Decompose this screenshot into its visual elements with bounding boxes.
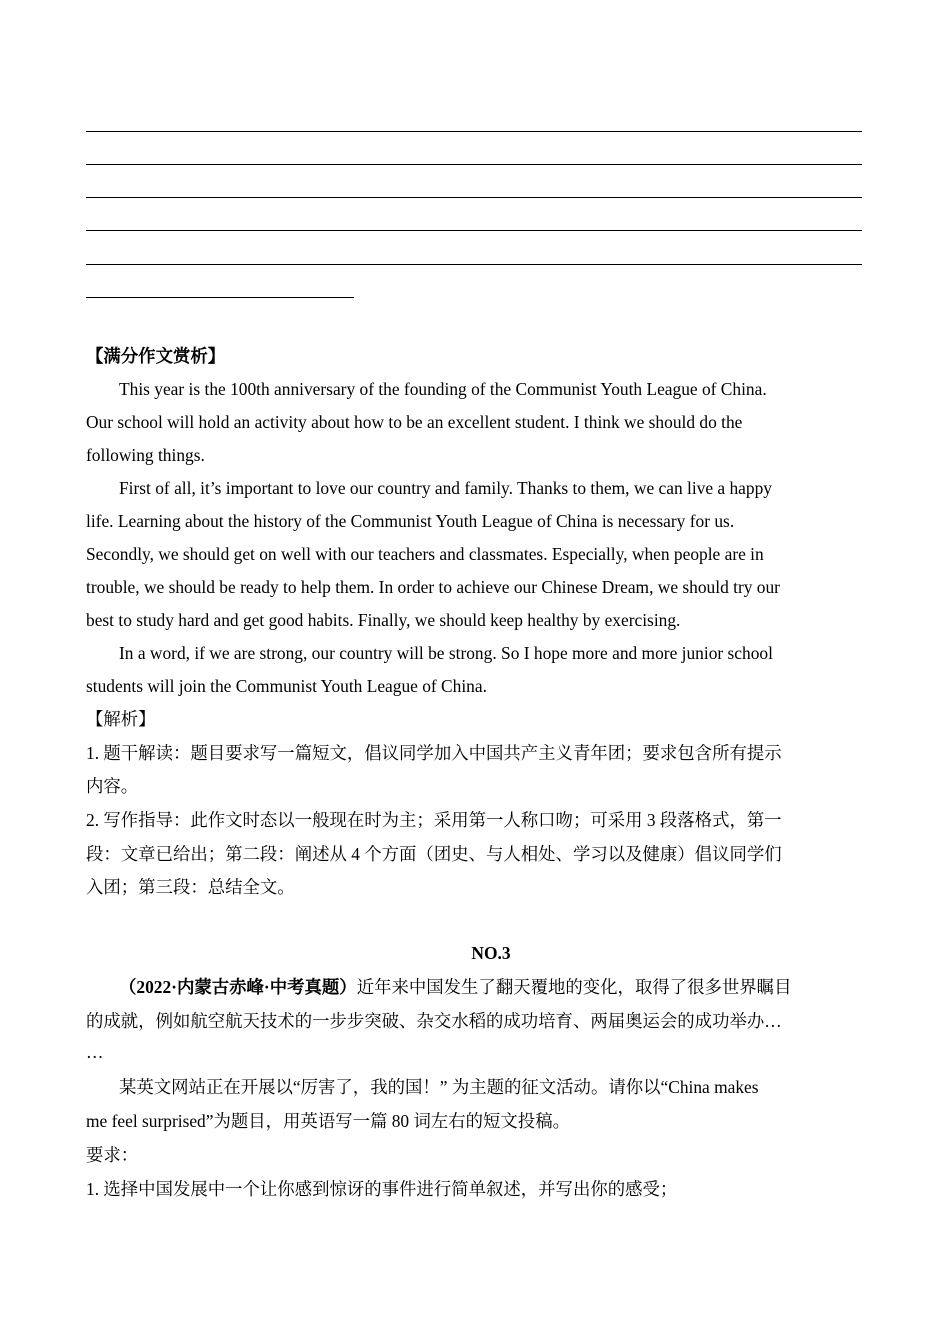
answer-line [86,131,862,132]
task-line: me feel surprised”为题目，用英语写一篇 80 词左右的短文投稿。 [86,1111,570,1131]
answer-line [86,264,862,265]
answer-line [86,197,862,198]
analysis-line: 2. 写作指导：此作文时态以一般现在时为主；采用第一人称口吻；可采用 3 段落格式，第一 [86,810,782,830]
essay-line: In a word, if we are strong, our country will be strong. So I hope more and more junior school [119,643,773,663]
answer-line [86,230,862,231]
question-intro-line: 的成就，例如航空航天技术的一步步突破、杂交水稻的成功培育、两届奥运会的成功举办… [86,1011,782,1031]
analysis-line: 段：文章已给出；第二段：阐述从 4 个方面（团史、与人相处、学习以及健康）倡议同学们 [86,844,782,864]
analysis-line: 入团；第三段：总结全文。 [86,877,295,897]
essay-line: following things. [86,445,205,465]
essay-line: Our school will hold an activity about how to be an excellent student. I think we should do the [86,412,743,432]
essay-line: First of all, it’s important to love our country and family. Thanks to them, we can live a happy [119,478,772,498]
analysis-line: 1. 题干解读：题目要求写一篇短文，倡议同学加入中国共产主义青年团；要求包含所有提示 [86,743,782,763]
essay-line: best to study hard and get good habits. Finally, we should keep healthy by exercising. [86,610,681,630]
essay-line: life. Learning about the history of the Communist Youth League of China is necessary for us. [86,511,735,531]
task-line: 某英文网站正在开展以“厉害了，我的国！” 为主题的征文活动。请你以“China makes [119,1077,759,1097]
section-title: NO.3 [471,943,511,963]
answer-line [86,164,862,165]
essay-line: students will join the Communist Youth League of China. [86,676,487,696]
answer-line [86,297,354,298]
analysis-heading: 【解析】 [86,709,156,729]
essay-line: trouble, we should be ready to help them. In order to achieve our Chinese Dream, we should try our [86,577,780,597]
analysis-line: 内容。 [86,776,139,796]
essay-line: This year is the 100th anniversary of the founding of the Communist Youth League of China. [119,379,767,399]
question-intro-line [86,971,791,1004]
requirement-item: 1. 选择中国发展中一个让你感到惊讶的事件进行简单叙述，并写出你的感受； [86,1179,678,1199]
question-intro-text: 近年来中国发生了翻天覆地的变化，取得了很多世界瞩目 [356,977,792,997]
model-essay-heading: 【满分作文赏析】 [86,346,226,366]
essay-line: Secondly, we should get on well with our teachers and classmates. Especially, when people are in [86,544,764,564]
question-source: （2022·内蒙古赤峰·中考真题） [119,977,357,997]
question-intro-line: … [86,1042,104,1062]
requirements-label: 要求： [86,1145,139,1165]
